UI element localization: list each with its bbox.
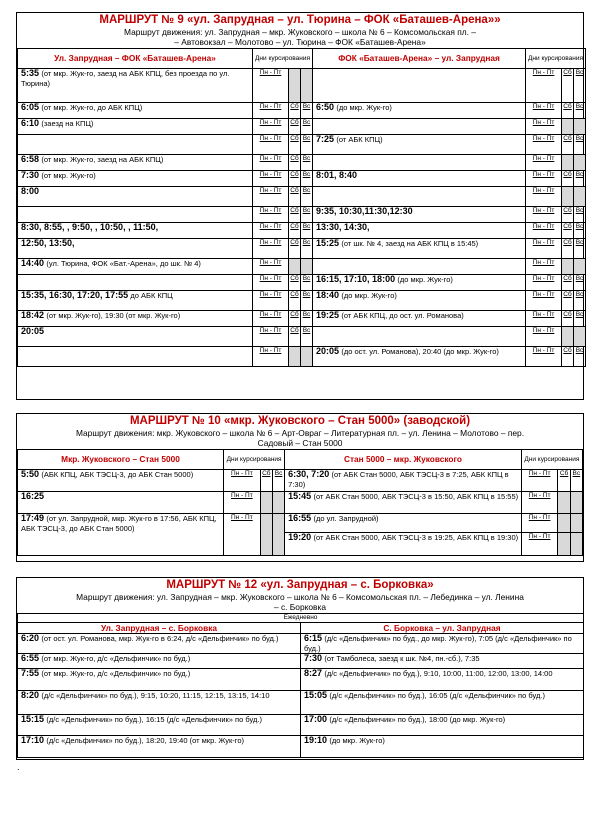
time-cell-left — [18, 155, 253, 171]
departure-note: (д/с «Дельфинчик» по буд.), 9:10, 10:00, 11:00, 12:00, 13:00, 14:00 — [324, 669, 553, 678]
departure-note: (до мкр. Жук-го) — [341, 291, 397, 300]
time-cell-right — [301, 691, 584, 715]
time-cell-right — [313, 259, 526, 275]
route-10-path-line-2: Садовый – Стан 5000 — [257, 438, 343, 448]
time-cell-right — [301, 634, 584, 654]
day-mon-fri: Пн - Пт — [223, 470, 260, 492]
time-cell-left — [18, 239, 253, 259]
departure-note: (до ул. Запрудной) — [313, 514, 379, 523]
departure-note: (до ост. ул. Романова), 20:40 (до мкр. Жук-го) — [341, 347, 499, 356]
time-cell-left — [18, 327, 253, 347]
day-saturday — [562, 187, 574, 207]
day-sunday — [574, 155, 586, 171]
departure-note: (от Тамболеса, заезд к шк. №4, пн.-сб.), 7:35 — [324, 654, 480, 663]
route-9-days-header-left: Дни курсирования — [253, 49, 313, 69]
day-saturday: Сб — [562, 135, 574, 155]
departure-times: 15:25 — [316, 238, 340, 248]
table-row — [18, 691, 584, 715]
table-row — [18, 171, 586, 187]
time-cell-left — [18, 171, 253, 187]
day-saturday — [558, 533, 570, 556]
departure-note: (от мкр. Жук-го, до АБК КПЦ) — [41, 103, 143, 112]
day-mon-fri: Пн - Пт — [253, 155, 289, 171]
day-sunday — [570, 492, 582, 514]
departure-times: 20:05 — [21, 326, 45, 336]
day-sunday — [272, 492, 284, 514]
departure-times: 8:00 — [21, 186, 40, 196]
time-cell-left — [18, 470, 224, 492]
day-mon-fri: Пн - Пт — [253, 275, 289, 291]
departure-times: 19:25 — [316, 310, 340, 320]
departure-times: 16:25 — [21, 491, 45, 501]
day-sunday — [574, 119, 586, 135]
departure-note: (от мкр. Жук-го, заезд на АБК КПЦ, без проезда по ул. Тюрина) — [21, 69, 230, 88]
departure-note: (АБК КПЦ, АБК ТЭСЦ-3, до АБК Стан 5000) — [41, 470, 194, 479]
day-saturday: Сб — [289, 207, 301, 223]
time-cell-left — [18, 275, 253, 291]
day-mon-fri: Пн - Пт — [526, 291, 562, 311]
day-mon-fri: Пн - Пт — [253, 223, 289, 239]
departure-times: 19:20 — [288, 532, 312, 542]
day-sunday: Вс — [272, 470, 284, 492]
day-sunday: Вс — [301, 103, 313, 119]
day-mon-fri: Пн - Пт — [521, 514, 558, 533]
day-sunday: Вс — [301, 275, 313, 291]
day-saturday: Сб — [562, 171, 574, 187]
day-mon-fri: Пн - Пт — [253, 69, 289, 103]
time-cell-right — [301, 654, 584, 669]
departure-note: до АБК КПЦ — [130, 291, 173, 300]
time-cell-left — [18, 691, 301, 715]
time-cell-right — [313, 347, 526, 367]
departure-note: (от АБК Стан 5000, АБК ТЭСЦ-3 в 15:50, АБК КПЦ в 15:55) — [313, 492, 519, 501]
day-sunday: Вс — [301, 291, 313, 311]
footnote: . — [17, 762, 20, 772]
day-mon-fri: Пн - Пт — [526, 327, 562, 347]
day-mon-fri: Пн - Пт — [253, 171, 289, 187]
departure-note: (от мкр. Жук-го, д/с «Дельфинчик» по буд.) — [41, 654, 191, 663]
route-9-dir-right: ФОК «Баташев-Арена» – ул. Запрудная — [313, 49, 526, 69]
day-saturday: Сб — [562, 207, 574, 223]
table-row — [18, 259, 586, 275]
departure-note: (до мкр. Жук-го) — [329, 736, 385, 745]
departure-times: 6:55 — [21, 653, 40, 663]
route-9-title: МАРШРУТ № 9 «ул. Запрудная – ул. Тюрина – ФОК «Баташев-Арена»» — [99, 14, 501, 26]
route-9-path-line-2: – Автовокзал – Молотово – ул. Тюрина – ФОК «Баташев-Арена» — [174, 37, 426, 47]
day-sunday: Вс — [574, 207, 586, 223]
route-12-dir-right: С. Борковка – ул. Запрудная — [301, 623, 584, 634]
route-9-table — [17, 48, 586, 367]
departure-times: 6:10 — [21, 118, 40, 128]
table-row — [18, 275, 586, 291]
route-10-days-header-left: Дни курсирования — [223, 450, 284, 470]
time-cell-right — [285, 470, 522, 492]
departure-times: 14:40 — [21, 258, 45, 268]
day-saturday: Сб — [289, 119, 301, 135]
day-sunday: Вс — [301, 311, 313, 327]
day-saturday: Сб — [289, 187, 301, 207]
departure-times: 5:50 — [21, 469, 40, 479]
day-saturday: Сб — [562, 239, 574, 259]
time-cell-right — [313, 171, 526, 187]
time-cell-right — [313, 291, 526, 311]
day-sunday: Вс — [301, 171, 313, 187]
table-row — [18, 654, 584, 669]
day-saturday — [562, 155, 574, 171]
day-mon-fri: Пн - Пт — [526, 239, 562, 259]
day-mon-fri: Пн - Пт — [253, 239, 289, 259]
day-sunday — [574, 327, 586, 347]
departure-times: 15:15 — [21, 714, 45, 724]
route-9-path-line-1: Маршрут движения: ул. Запрудная – мкр. Жуковского – школа № 6 – Комсомольская пл. – — [124, 27, 476, 37]
day-mon-fri: Пн - Пт — [526, 155, 562, 171]
table-row — [18, 103, 586, 119]
day-sunday: Вс — [301, 187, 313, 207]
departure-times: 6:58 — [21, 154, 40, 164]
departure-note: (до мкр. Жук-го) — [336, 103, 392, 112]
route-12-block — [16, 577, 584, 760]
route-10-days-header-right: Дни курсирования — [521, 450, 582, 470]
day-saturday: Сб — [562, 103, 574, 119]
day-sunday: Вс — [301, 327, 313, 347]
day-mon-fri: Пн - Пт — [253, 291, 289, 311]
departure-note: (от АБК Стан 5000, АБК ТЭСЦ-3 в 7:25, АБК КПЦ в 7:30) — [288, 470, 509, 489]
day-sunday — [272, 514, 284, 556]
route-9-block — [16, 12, 584, 400]
table-row — [18, 347, 586, 367]
table-row — [18, 291, 586, 311]
day-mon-fri: Пн - Пт — [253, 119, 289, 135]
day-saturday — [562, 259, 574, 275]
day-sunday — [574, 259, 586, 275]
table-row — [18, 207, 586, 223]
day-sunday — [301, 347, 313, 367]
departure-times: 8:01, 8:40 — [316, 170, 358, 180]
time-cell-left — [18, 223, 253, 239]
time-cell-right — [313, 69, 526, 103]
departure-times: 15:35, 16:30, 17:20, 17:55 — [21, 290, 129, 300]
day-mon-fri: Пн - Пт — [253, 103, 289, 119]
route-12-dir-left: Ул. Запрудная – с. Борковка — [18, 623, 301, 634]
day-saturday: Сб — [289, 239, 301, 259]
day-sunday: Вс — [574, 171, 586, 187]
route-10-dir-left: Мкр. Жуковского – Стан 5000 — [18, 450, 224, 470]
day-mon-fri: Пн - Пт — [253, 135, 289, 155]
time-cell-left — [18, 715, 301, 736]
table-row — [18, 736, 584, 758]
day-mon-fri: Пн - Пт — [253, 327, 289, 347]
route-9-dir-left: Ул. Запрудная – ФОК «Баташев-Арена» — [18, 49, 253, 69]
route-12-path-line-2: – с. Борковка — [273, 602, 326, 612]
day-sunday: Вс — [301, 135, 313, 155]
time-cell-right — [313, 327, 526, 347]
time-cell-right — [285, 492, 522, 514]
day-mon-fri: Пн - Пт — [253, 311, 289, 327]
departure-note: (от мкр. Жук-го, заезд на АБК КПЦ) — [41, 155, 164, 164]
route-10-title: МАРШРУТ № 10 «мкр. Жуковского – Стан 5000» (заводской) — [129, 415, 471, 427]
day-saturday: Сб — [289, 311, 301, 327]
table-row — [18, 311, 586, 327]
time-cell-left — [18, 291, 253, 311]
day-mon-fri: Пн - Пт — [526, 69, 562, 103]
departure-times: 16:55 — [288, 513, 312, 523]
table-row — [18, 514, 583, 533]
day-saturday — [558, 514, 570, 533]
day-saturday — [260, 514, 272, 556]
departure-note: (до мкр. Жук-го) — [397, 275, 453, 284]
time-cell-left — [18, 207, 253, 223]
day-sunday: Вс — [301, 239, 313, 259]
departure-times: 7:30 — [21, 170, 40, 180]
day-mon-fri: Пн - Пт — [521, 470, 558, 492]
day-sunday: Вс — [574, 311, 586, 327]
day-saturday: Сб — [289, 327, 301, 347]
table-row — [18, 715, 584, 736]
day-saturday: Сб — [289, 223, 301, 239]
departure-times: 20:05 — [316, 346, 340, 356]
day-mon-fri: Пн - Пт — [521, 533, 558, 556]
day-saturday — [289, 69, 301, 103]
departure-times: 6:05 — [21, 102, 40, 112]
day-sunday — [570, 533, 582, 556]
departure-times: 17:00 — [304, 714, 328, 724]
departure-note: (от АБК Стан 5000, АБК ТЭСЦ-3 в 19:25, АБК КПЦ в 19:30) — [313, 533, 519, 542]
time-cell-left — [18, 736, 301, 758]
departure-note: (от мкр. Жук-го), 19:30 (от мкр. Жук-го) — [46, 311, 181, 320]
day-mon-fri: Пн - Пт — [526, 207, 562, 223]
route-12-table — [17, 613, 584, 758]
day-saturday: Сб — [558, 470, 570, 492]
table-row — [18, 634, 584, 654]
departure-note: (от мкр. Жук-го) — [41, 171, 96, 180]
time-cell-left — [18, 69, 253, 103]
time-cell-left — [18, 259, 253, 275]
day-saturday: Сб — [289, 275, 301, 291]
departure-times: 6:20 — [21, 633, 40, 643]
table-row — [18, 187, 586, 207]
day-sunday — [570, 514, 582, 533]
table-row — [18, 470, 583, 492]
table-row — [18, 669, 584, 691]
day-mon-fri: Пн - Пт — [526, 259, 562, 275]
departure-note: (д/с «Дельфинчик» по буд.), 16:05 (д/с «Дельфинчик» по буд.) — [329, 691, 545, 700]
route-10-dir-right: Стан 5000 – мкр. Жуковского — [285, 450, 522, 470]
day-mon-fri: Пн - Пт — [526, 171, 562, 187]
day-mon-fri: Пн - Пт — [526, 187, 562, 207]
day-mon-fri: Пн - Пт — [253, 259, 289, 275]
day-mon-fri: Пн - Пт — [526, 223, 562, 239]
day-mon-fri: Пн - Пт — [526, 103, 562, 119]
departure-times: 6:15 — [304, 633, 323, 643]
departure-times: 8:27 — [304, 668, 323, 678]
route-12-title: МАРШРУТ № 12 «ул. Запрудная – с. Борковка» — [166, 579, 434, 591]
time-cell-right — [313, 103, 526, 119]
table-row — [18, 327, 586, 347]
route-10-block — [16, 413, 584, 562]
departure-note: (д/с «Дельфинчик» по буд.), 9:15, 10:20, 11:15, 12:15, 13:15, 14:10 — [41, 691, 270, 700]
day-sunday — [574, 187, 586, 207]
day-mon-fri: Пн - Пт — [526, 135, 562, 155]
time-cell-left — [18, 135, 253, 155]
time-cell-right — [301, 715, 584, 736]
time-cell-left — [18, 311, 253, 327]
day-sunday: Вс — [301, 223, 313, 239]
day-sunday — [301, 259, 313, 275]
time-cell-right — [285, 533, 522, 556]
time-cell-right — [285, 514, 522, 533]
departure-times: 13:30, 14:30, — [316, 222, 370, 232]
day-saturday — [289, 259, 301, 275]
departure-note: (д/с «Дельфинчик» по буд.), 18:00 (до мкр. Жук-го) — [329, 715, 506, 724]
time-cell-left — [18, 654, 301, 669]
time-cell-left — [18, 103, 253, 119]
day-saturday: Сб — [562, 311, 574, 327]
time-cell-left — [18, 514, 224, 556]
route-12-rows — [18, 634, 584, 758]
day-saturday: Сб — [289, 103, 301, 119]
departure-times: 12:50, 13:50, — [21, 238, 75, 248]
day-sunday: Вс — [574, 239, 586, 259]
time-cell-right — [313, 155, 526, 171]
day-mon-fri: Пн - Пт — [253, 207, 289, 223]
day-sunday: Вс — [301, 207, 313, 223]
day-mon-fri: Пн - Пт — [526, 119, 562, 135]
day-mon-fri: Пн - Пт — [526, 311, 562, 327]
time-cell-right — [313, 207, 526, 223]
route-12-daily-label: Ежедневно — [18, 614, 584, 623]
departure-times: 7:25 — [316, 134, 335, 144]
departure-times: 16:15, 17:10, 18:00 — [316, 274, 396, 284]
departure-note: (д/с «Дельфинчик» по буд., до мкр. Жук-го), 7:05 (д/с «Дельфинчик» по буд.) — [304, 634, 572, 653]
table-row — [18, 239, 586, 259]
day-mon-fri: Пн - Пт — [253, 347, 289, 367]
time-cell-right — [313, 275, 526, 291]
departure-note: (д/с «Дельфинчик» по буд.), 16:15 (д/с «Дельфинчик» по буд.) — [46, 715, 262, 724]
time-cell-left — [18, 187, 253, 207]
time-cell-right — [301, 736, 584, 758]
route-9-rows — [18, 69, 586, 367]
day-saturday: Сб — [289, 155, 301, 171]
day-mon-fri: Пн - Пт — [521, 492, 558, 514]
time-cell-right — [301, 669, 584, 691]
departure-times: 7:55 — [21, 668, 40, 678]
day-mon-fri: Пн - Пт — [526, 347, 562, 367]
day-mon-fri: Пн - Пт — [223, 514, 260, 556]
table-row — [18, 69, 586, 103]
route-12-path-line-1: Маршрут движения: ул. Запрудная – мкр. Жуковского – школа № 6 – Комсомольская пл. – Лебединка – ул. Ленина — [76, 592, 524, 602]
time-cell-left — [18, 492, 224, 514]
day-saturday: Сб — [562, 347, 574, 367]
day-saturday — [289, 347, 301, 367]
time-cell-left — [18, 347, 253, 367]
departure-note: (заезд на КПЦ) — [41, 119, 94, 128]
time-cell-right — [313, 187, 526, 207]
departure-note: (от ост. ул. Романова, мкр. Жук-го в 6:24, д/с «Дельфинчик» по буд.) — [41, 634, 279, 643]
day-sunday: Вс — [574, 103, 586, 119]
departure-times: 15:05 — [304, 690, 328, 700]
day-sunday: Вс — [574, 275, 586, 291]
day-mon-fri: Пн - Пт — [223, 492, 260, 514]
time-cell-left — [18, 119, 253, 135]
day-saturday — [558, 492, 570, 514]
departure-times: 6:50 — [316, 102, 335, 112]
time-cell-right — [313, 311, 526, 327]
route-10-path-line-1: Маршрут движения: мкр. Жуковского – школа № 6 – Арт-Овраг – Литературная пл. – ул. Ленина – Молотово – пер. — [75, 428, 525, 438]
departure-times: 17:49 — [21, 513, 45, 523]
time-cell-left — [18, 634, 301, 654]
day-mon-fri: Пн - Пт — [253, 187, 289, 207]
table-row — [18, 135, 586, 155]
route-9-days-header-right: Дни курсирования — [526, 49, 586, 69]
day-saturday — [562, 327, 574, 347]
departure-note: (от шк. № 4, заезд на АБК КПЦ в 15:45) — [341, 239, 479, 248]
day-saturday: Сб — [289, 171, 301, 187]
day-saturday: Сб — [562, 69, 574, 103]
day-sunday: Вс — [574, 135, 586, 155]
departure-times: 18:40 — [316, 290, 340, 300]
day-saturday: Сб — [289, 291, 301, 311]
day-saturday: Сб — [562, 223, 574, 239]
day-sunday: Вс — [570, 470, 582, 492]
day-sunday: Вс — [301, 119, 313, 135]
route-10-table — [17, 449, 583, 556]
time-cell-right — [313, 223, 526, 239]
departure-times: 19:10 — [304, 735, 328, 745]
departure-times: 7:30 — [304, 653, 323, 663]
departure-times: 17:10 — [21, 735, 45, 745]
time-cell-left — [18, 669, 301, 691]
time-cell-right — [313, 119, 526, 135]
day-sunday — [301, 69, 313, 103]
day-sunday: Вс — [301, 155, 313, 171]
departure-times: 6:30, 7:20 — [288, 469, 330, 479]
time-cell-right — [313, 135, 526, 155]
day-sunday: Вс — [574, 69, 586, 103]
departure-note: (д/с «Дельфинчик» по буд.), 18:20, 19:40 (от мкр. Жук-го) — [46, 736, 245, 745]
day-sunday: Вс — [574, 223, 586, 239]
departure-times: 18:42 — [21, 310, 45, 320]
departure-note: (от ул. Запрудной, мкр. Жук-го в 17:56, АБК КПЦ, АБК ТЭСЦ-3, до АБК Стан 5000) — [21, 514, 217, 533]
time-cell-right — [313, 239, 526, 259]
departure-note: (от мкр. Жук-го, д/с «Дельфинчик» по буд.) — [41, 669, 191, 678]
departure-note: (от АБК КПЦ) — [336, 135, 383, 144]
table-row — [18, 223, 586, 239]
day-saturday — [562, 119, 574, 135]
departure-times: 5:35 — [21, 68, 40, 78]
day-saturday: Сб — [289, 135, 301, 155]
day-sunday: Вс — [574, 347, 586, 367]
departure-times: 8:30, 8:55, , 9:50, , 10:50, , 11:50, — [21, 222, 159, 232]
day-sunday: Вс — [574, 291, 586, 311]
route-10-rows — [18, 470, 583, 556]
day-saturday: Сб — [260, 470, 272, 492]
table-row — [18, 492, 583, 514]
day-mon-fri: Пн - Пт — [526, 275, 562, 291]
departure-note: (ул. Тюрина, ФОК «Бат.-Арена», до шк. № 4) — [46, 259, 201, 268]
departure-times: 8:20 — [21, 690, 40, 700]
departure-times: 15:45 — [288, 491, 312, 501]
table-row — [18, 155, 586, 171]
table-row — [18, 119, 586, 135]
departure-note: (от АБК КПЦ, до ост. ул. Романова) — [341, 311, 464, 320]
day-saturday: Сб — [562, 275, 574, 291]
departure-times: 9:35, 10:30,11:30,12:30 — [316, 206, 413, 216]
day-saturday — [260, 492, 272, 514]
day-saturday: Сб — [562, 291, 574, 311]
